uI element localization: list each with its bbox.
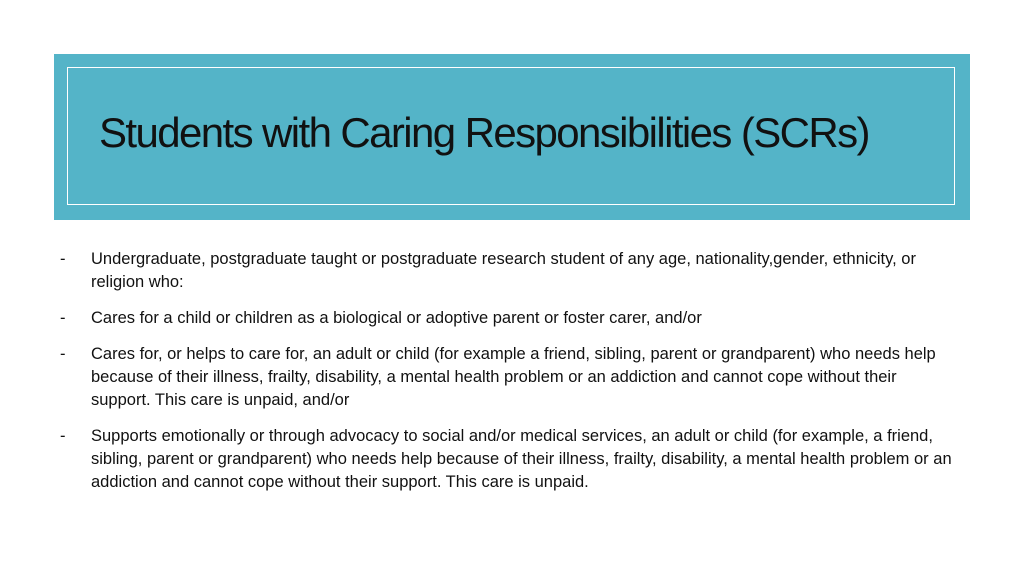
bullet-marker: - <box>60 309 66 327</box>
bullet-text: Cares for a child or children as a biological or adoptive parent or foster carer, and/or <box>91 309 702 327</box>
bullet-list <box>60 248 960 507</box>
bullet-item <box>60 425 960 494</box>
bullet-marker: - <box>60 345 66 363</box>
bullet-item <box>60 343 960 412</box>
bullet-marker: - <box>60 427 66 445</box>
bullet-item <box>60 248 960 294</box>
bullet-item <box>60 307 960 330</box>
bullet-marker: - <box>60 250 66 268</box>
title-band <box>54 54 970 220</box>
bullet-text: Cares for, or helps to care for, an adult or child (for example a friend, sibling, parent or grandparent) who needs help because of their illness, frailty, disability, a mental health problem or an addiction and cannot cope without their support. This care is unpaid, and/or <box>91 345 936 409</box>
slide-title: Students with Caring Responsibilities (SCRs) <box>99 109 869 156</box>
bullet-text: Undergraduate, postgraduate taught or postgraduate research student of any age, nationality,gender, ethnicity, or religion who: <box>91 250 916 291</box>
bullet-text: Supports emotionally or through advocacy to social and/or medical services, an adult or child (for example, a friend, sibling, parent or grandparent) who needs help because of their illness, frailty, disability, a mental health problem or an addiction and cannot cope without their support. This care is unpaid. <box>91 427 952 491</box>
